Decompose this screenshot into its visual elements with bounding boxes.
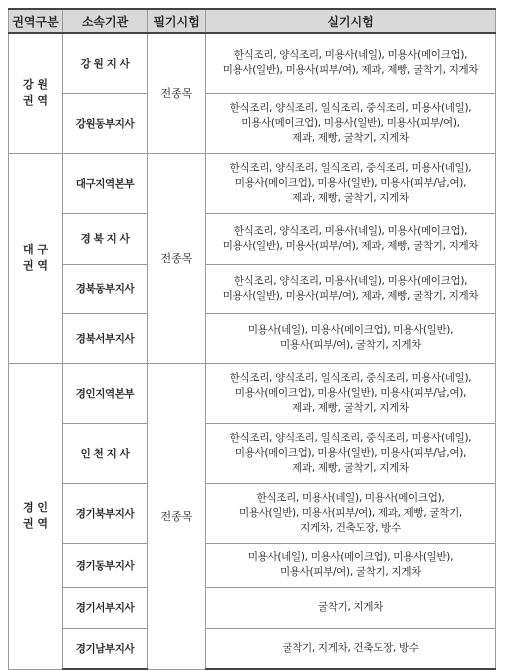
practical-exam-cell: 한식조리, 양식조리, 미용사(네일), 미용사(메이크업), 미용사(일반), 미용사(피부/여), 제과, 제빵, 굴착기, 지게차 [206,33,496,93]
table-row [9,313,496,363]
office-cell: 경기서부지사 [63,587,148,628]
office-cell: 강 원 지 사 [63,33,148,93]
practical-exam-cell: 한식조리, 양식조리, 일식조리, 중식조리, 미용사(네일), 미용사(메이크업), 미용사(일반), 미용사(피부/여), 제과, 제빵, 굴착기, 지게차 [206,93,496,153]
written-exam-cell: 전종목 [148,33,206,153]
table-row [9,483,496,543]
table-row [9,543,496,587]
practical-exam-cell: 한식조리, 양식조리, 미용사(네일), 미용사(메이크업), 미용사(일반), 미용사(피부/여), 제과, 제빵, 굴착기, 지게차 [206,264,496,313]
office-cell: 대구지역본부 [63,153,148,213]
office-cell: 경북동부지사 [63,264,148,313]
practical-exam-cell: 굴착기, 지게차 [206,587,496,628]
office-cell: 경기동부지사 [63,543,148,587]
practical-exam-cell: 한식조리, 양식조리, 일식조리, 중식조리, 미용사(네일), 미용사(메이크업), 미용사(일반), 미용사(피부/남,여), 제과, 제빵, 굴착기, 지게차 [206,153,496,213]
practical-exam-cell: 굴착기, 지게차, 건축도장, 방수 [206,628,496,669]
header-office: 소속기관 [63,9,148,33]
header-practical-exam: 실기시험 [206,9,496,33]
header-region: 권역구분 [9,9,63,33]
table-row [9,264,496,313]
table-row [9,363,496,423]
office-cell: 경 북 지 사 [63,213,148,264]
practical-exam-cell: 한식조리, 양식조리, 일식조리, 중식조리, 미용사(네일), 미용사(메이크업), 미용사(일반), 미용사(피부/남,여), 제과, 제빵, 굴착기, 지게차 [206,363,496,423]
table-row [9,423,496,483]
region-cell: 경 인 권 역 [9,363,63,669]
practical-exam-cell: 한식조리, 양식조리, 미용사(네일), 미용사(메이크업), 미용사(일반), 미용사(피부/여), 제과, 제빵, 굴착기, 지게차 [206,213,496,264]
practical-exam-cell: 한식조리, 미용사(네일), 미용사(메이크업), 미용사(일반), 미용사(피부/여), 제과, 제빵, 굴착기, 지게차, 건축도장, 방수 [206,483,496,543]
table-row [9,153,496,213]
written-exam-cell: 전종목 [148,153,206,363]
written-exam-cell: 전종목 [148,363,206,669]
office-cell: 경북서부지사 [63,313,148,363]
practical-exam-cell: 미용사(네일), 미용사(메이크업), 미용사(일반), 미용사(피부/여), 굴착기, 지게차 [206,543,496,587]
table-row [9,587,496,628]
office-cell: 강원동부지사 [63,93,148,153]
region-cell: 대 구 권 역 [9,153,63,363]
table-row [9,33,496,93]
exam-table-container [8,8,496,670]
header-written-exam: 필기시험 [148,9,206,33]
exam-schedule-table [8,8,496,670]
region-cell: 강 원 권 역 [9,33,63,153]
practical-exam-cell: 한식조리, 양식조리, 일식조리, 중식조리, 미용사(네일), 미용사(메이크업), 미용사(일반), 미용사(피부/남,여), 제과, 제빵, 굴착기, 지게차 [206,423,496,483]
office-cell: 경기북부지사 [63,483,148,543]
table-row [9,93,496,153]
table-row [9,213,496,264]
office-cell: 경기남부지사 [63,628,148,669]
table-header-row [9,9,496,33]
table-row [9,628,496,669]
office-cell: 인 천 지 사 [63,423,148,483]
office-cell: 경인지역본부 [63,363,148,423]
practical-exam-cell: 미용사(네일), 미용사(메이크업), 미용사(일반), 미용사(피부/여), 굴착기, 지게차 [206,313,496,363]
